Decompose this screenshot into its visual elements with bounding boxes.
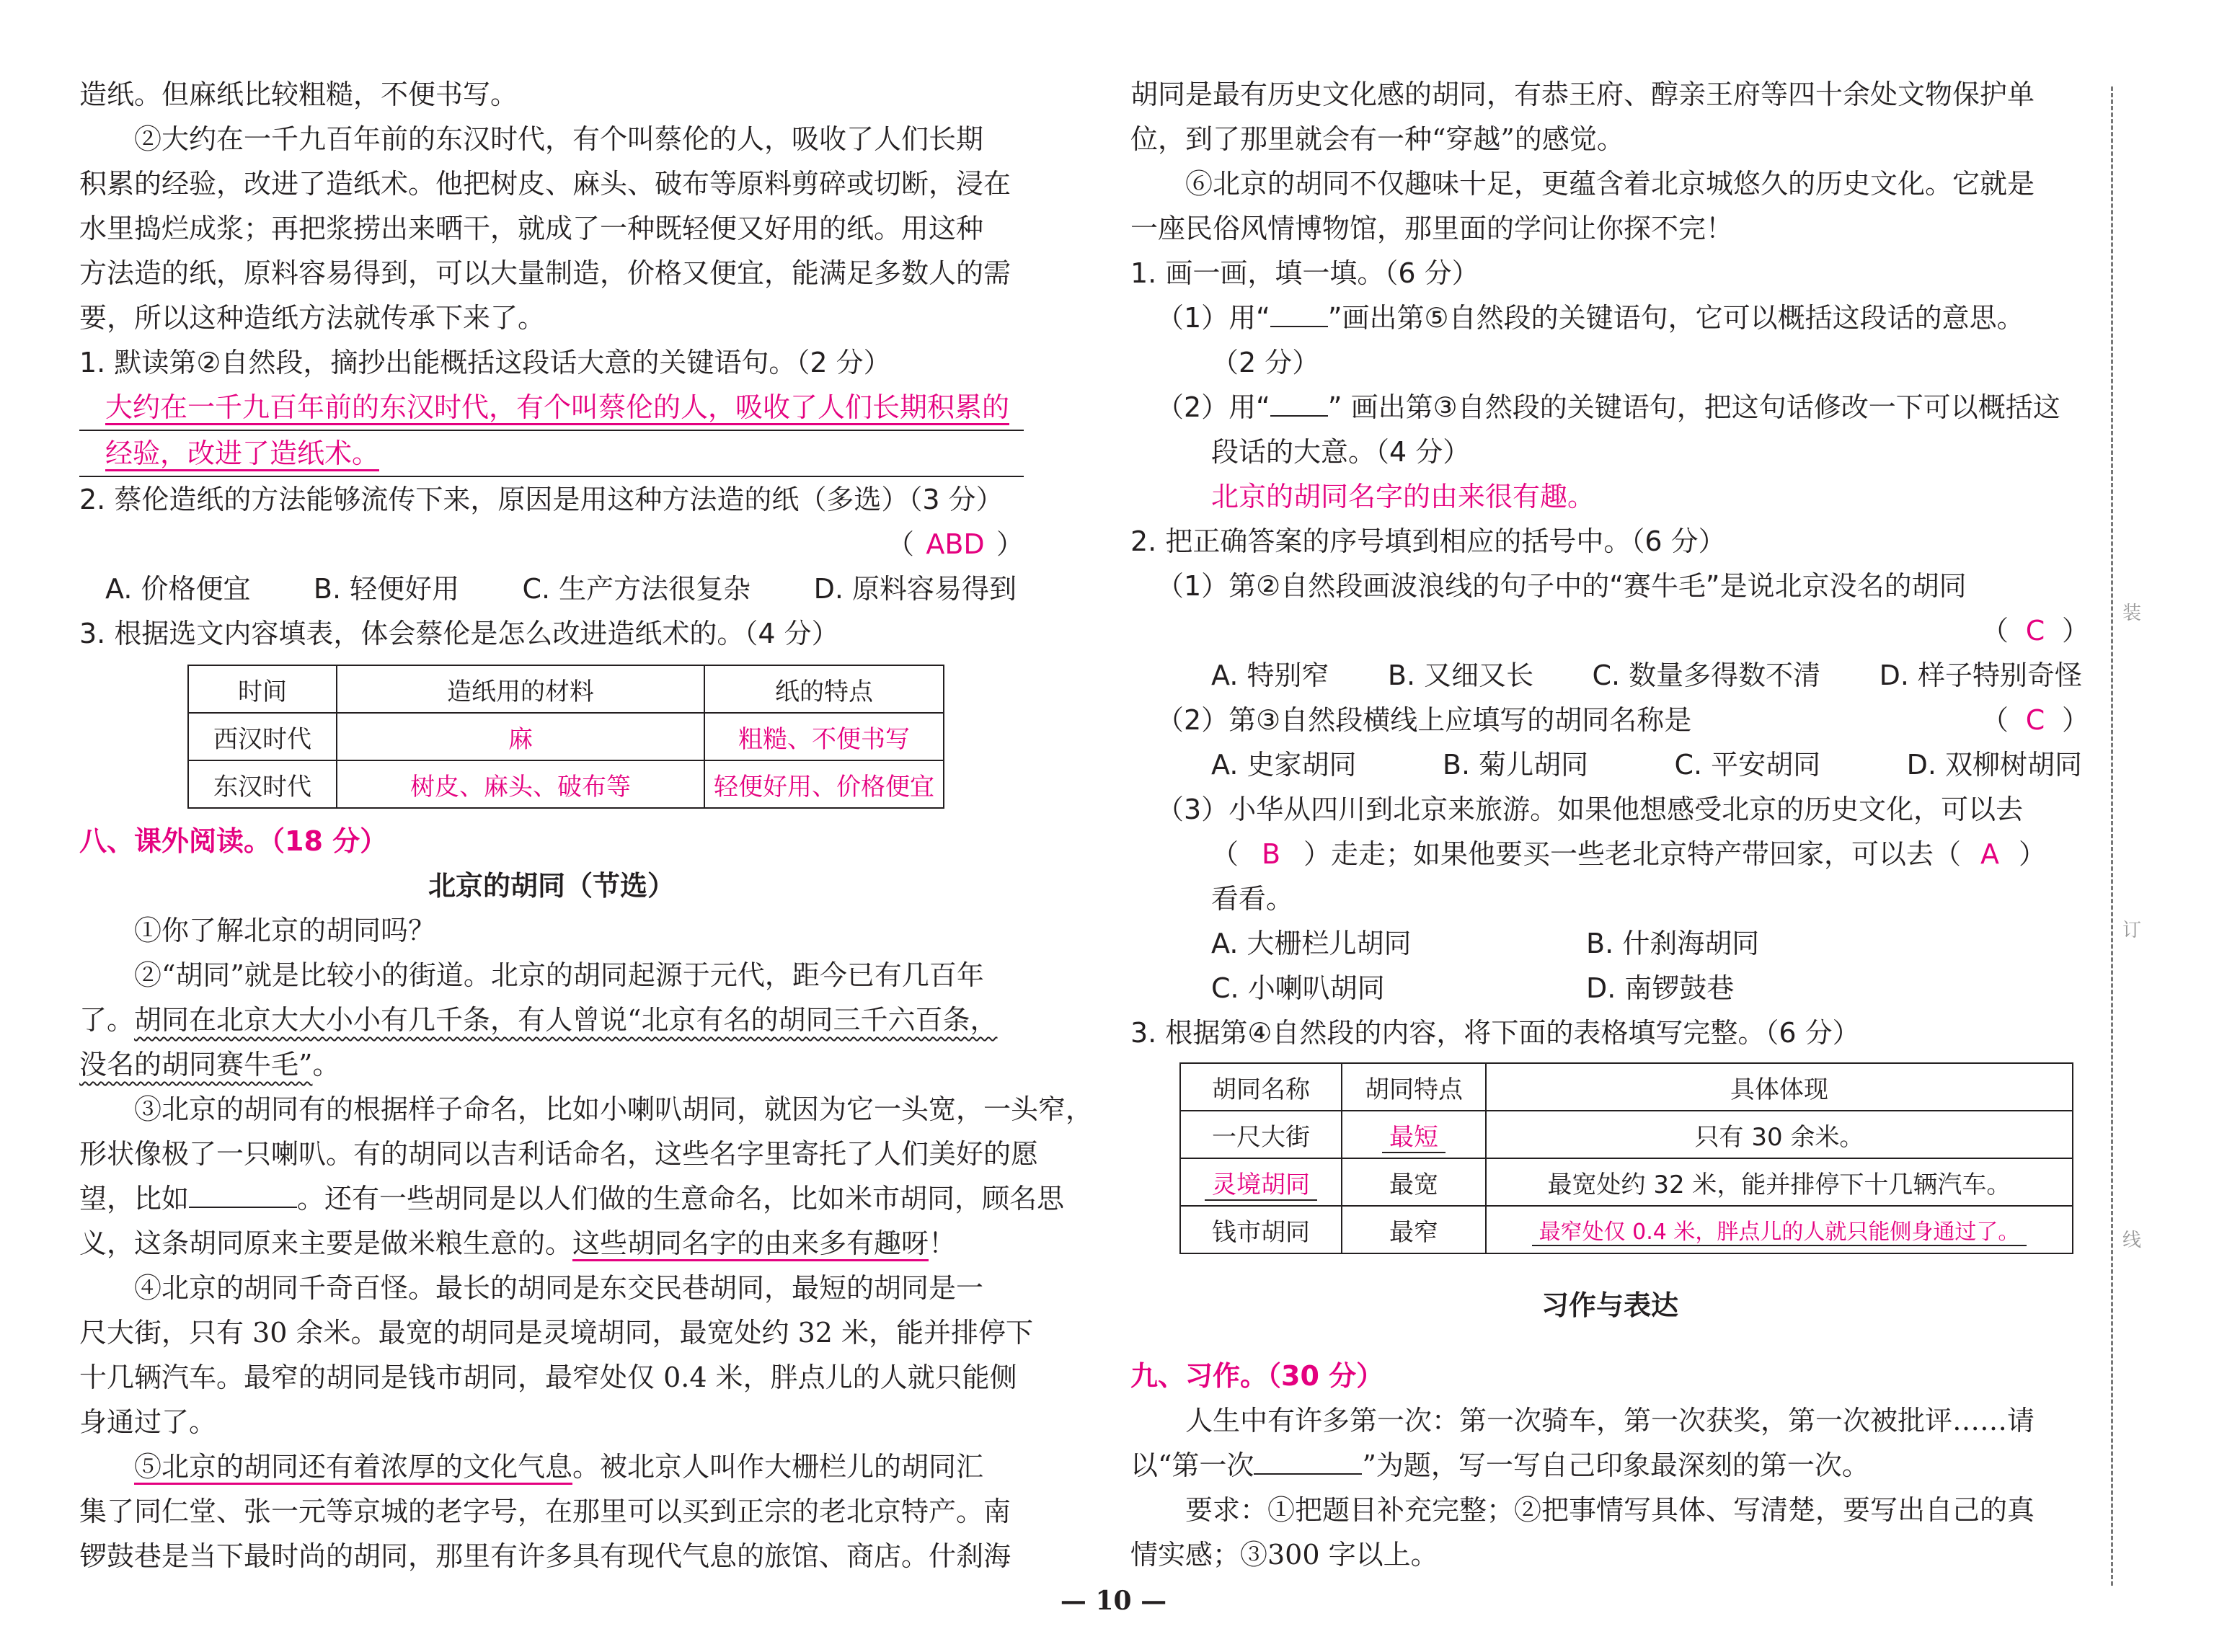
article-paragraph-6: ⑥北京的胡同不仅趣味十足，更蕴含着北京城悠久的历史文化。它就是 (1185, 168, 2035, 200)
article-paragraph-6-line: 一座民俗风情博物馆，那里面的学问让你探不完！ (1130, 213, 1734, 244)
option-c: C. 数量多得数不清 (1592, 660, 1821, 691)
article-paragraph-3: ③北京的胡同有的根据样子命名，比如小喇叭胡同，就因为它一头宽，一头窄， (134, 1093, 1094, 1125)
paren-close: ） (2061, 615, 2089, 647)
article-paragraph-2: ②“胡同”就是比较小的街道。北京的胡同起源于元代，距今已有几百年 (134, 959, 984, 991)
table-header: 造纸用的材料 (337, 665, 704, 713)
answer-line (79, 431, 1024, 477)
paragraph-2-line: 方法造的纸，原料容易得到，可以大量制造，价格又便宜，能满足多数人的需 (79, 257, 1011, 289)
option-b: B. 轻便好用 (313, 573, 460, 605)
wavy-underlined-text: 没名的胡同赛牛毛” (79, 1049, 313, 1080)
text-span: 了。 (79, 1004, 135, 1036)
answer-value: ABD (926, 528, 985, 560)
table-cell: 最宽处约 32 米，能并排停下十几辆汽车。 (1486, 1158, 2073, 1206)
fill-blank (189, 1182, 297, 1208)
fill-blank (1254, 1449, 1362, 1475)
article-paragraph-1: ①你了解北京的胡同吗？ (134, 915, 436, 946)
answer-value: B (1261, 838, 1281, 870)
option-a: A. 大栅栏儿胡同 (1211, 928, 1412, 959)
table-cell: 最窄 (1342, 1206, 1486, 1253)
article-paragraph-4-line: 尺大街，只有 30 余米。最宽的胡同是灵境胡同，最宽处约 32 米，能并排停下 (79, 1317, 1034, 1349)
pink-underlined-text: ⑤北京的胡同还有着浓厚的文化气息 (134, 1451, 572, 1485)
table-cell-answer: 树皮、麻头、破布等 (337, 760, 704, 808)
table-header: 具体体现 (1486, 1063, 2073, 1111)
paragraph-2-line: 水里捣烂成浆；再把浆捞出来晒干，就成了一种既轻便又好用的纸。用这种 (79, 213, 984, 244)
option-c: C. 平安胡同 (1674, 749, 1821, 781)
answer-parenthesis (79, 522, 1024, 567)
writing-requirements: 要求：①把题目补充完整；②把事情写具体、写清楚，要写出自己的真 (1185, 1494, 2035, 1526)
article-paragraph-3-line (79, 1176, 1065, 1221)
question-2-1: （1）第②自然段画波浪线的句子中的“赛牛毛”是说北京没名的胡同 (1156, 570, 1967, 602)
pink-underlined-text: 这些胡同名字的由来多有趣呀 (572, 1227, 929, 1261)
options-row (1130, 742, 2089, 787)
options-row (1130, 653, 2089, 698)
table-cell: 最宽 (1342, 1158, 1486, 1206)
paren-open: （ (1981, 704, 2009, 736)
table-cell-answer: 轻便好用、价格便宜 (704, 760, 944, 808)
left-column (79, 72, 1094, 1578)
text-span: ！ (929, 1227, 957, 1259)
article-paragraph-5 (79, 1444, 1024, 1489)
question-1: 1. 画一画，填一填。（6 分） (1130, 257, 1479, 289)
paren-open: （ (1981, 615, 2009, 647)
article-paragraph-2-line (79, 998, 1024, 1042)
option-b: B. 又细又长 (1387, 660, 1534, 691)
paragraph-2-line: ②大约在一千九百年前的东汉时代，有个叫蔡伦的人，吸收了人们长期 (134, 123, 984, 155)
table-row (188, 760, 944, 808)
article-title: 北京的胡同（节选） (428, 870, 675, 902)
question-text: （2）第③自然段横线上应填写的胡同名称是 (1156, 704, 1692, 736)
page-number: — 10 — (1060, 1586, 1167, 1616)
question-2-3: （3）小华从四川到北京来旅游。如果他想感受北京的历史文化，可以去 (1156, 794, 2024, 825)
article-paragraph-2-line (79, 1042, 1024, 1087)
option-c: C. 生产方法很复杂 (522, 573, 751, 605)
question-1: 1. 默读第②自然段，摘抄出能概括这段话大意的关键语句。（2 分） (79, 347, 891, 378)
option-b: B. 菊儿胡同 (1442, 749, 1589, 781)
question-3: 3. 根据选文内容填表，体会蔡伦是怎么改进造纸术的。（4 分） (79, 618, 839, 649)
table-cell: 一尺大街 (1180, 1111, 1342, 1158)
text-span: 以“第一次 (1130, 1449, 1254, 1481)
table-row (188, 713, 944, 760)
table-row (1180, 1158, 2073, 1206)
answer-text: 最窄处仅 0.4 米，胖点儿的人就只能侧身通过了。 (1532, 1220, 2027, 1246)
answer-text: 灵境胡同 (1205, 1171, 1317, 1201)
answer-text: 北京的胡同名字的由来很有趣。 (1211, 481, 1595, 512)
question-continued: 段话的大意。（4 分） (1211, 436, 1471, 468)
question-text: ）走走；如果他要买一些老北京特产带回家，可以去（ (1303, 838, 1962, 870)
question-2: 2. 蔡伦造纸的方法能够流传下来，原因是用这种方法造的纸（多选）（3 分） (79, 484, 1004, 515)
option-d: D. 南锣鼓巷 (1586, 972, 1735, 1004)
article-paragraph-3-line: 形状像极了一只喇叭。有的胡同以吉利话命名，这些名字里寄托了人们美好的愿 (79, 1138, 1039, 1170)
paragraph-2-line: 要，所以这种造纸方法就传承下来了。 (79, 302, 546, 334)
table-header: 纸的特点 (704, 665, 944, 713)
question-1-2 (1130, 385, 2089, 430)
question-3: 3. 根据第④自然段的内容，将下面的表格填写完整。（6 分） (1130, 1017, 1860, 1049)
text-span: 。还有一些胡同是以人们做的生意命名，比如米市胡同，顾名思 (297, 1183, 1065, 1214)
fill-blank (1270, 301, 1328, 327)
right-column (1130, 72, 2089, 1577)
binding-label: 线 (2122, 1230, 2142, 1251)
paren-close: ） (2019, 838, 2047, 870)
paren-open: （ (887, 528, 915, 560)
table-cell: 钱市胡同 (1180, 1206, 1342, 1253)
subsection-title: 习作与表达 (1541, 1289, 1678, 1321)
article-paragraph-4-line: 身通过了。 (79, 1406, 217, 1438)
paragraph-2-line: 积累的经验，改进了造纸术。他把树皮、麻头、破布等原料剪碎或切断，浸在 (79, 168, 1011, 200)
article-continued-line: 胡同是最有历史文化感的胡同，有恭王府、醇亲王府等四十余处文物保护单 (1130, 79, 2035, 110)
answer-text: 大约在一千九百年前的东汉时代，有个叫蔡伦的人，吸收了人们长期积累的 (105, 391, 1009, 425)
table-row (1180, 1111, 2073, 1158)
table-cell-answer: 麻 (337, 713, 704, 760)
question-2-3-line (1130, 832, 2089, 876)
table-cell-answer (1342, 1111, 1486, 1158)
text-span: ”为题，写一写自己印象最深刻的第一次。 (1362, 1449, 1869, 1481)
writing-prompt-line (1130, 1443, 2089, 1488)
table-row (1180, 1206, 2073, 1253)
article-continued-line: 位，到了那里就会有一种“穿越”的感觉。 (1130, 123, 1624, 155)
answer-value: C (2025, 704, 2045, 736)
option-d: D. 原料容易得到 (813, 573, 1017, 605)
option-d: D. 样子特别奇怪 (1879, 660, 2082, 691)
paren-open: （ (1211, 838, 1239, 870)
binding-label: 订 (2122, 920, 2142, 941)
table-cell-answer (1180, 1158, 1342, 1206)
option-a: A. 史家胡同 (1211, 749, 1357, 781)
writing-prompt: 人生中有许多第一次：第一次骑车，第一次获奖，第一次被批评……请 (1185, 1405, 2035, 1436)
paper-table (187, 665, 944, 809)
answer-value: A (1980, 838, 2000, 870)
text-span: （2）用“ (1156, 391, 1270, 423)
option-d: D. 双柳树胡同 (1906, 749, 2082, 781)
table-header: 胡同特点 (1342, 1063, 1486, 1111)
options-row (79, 567, 1024, 611)
paren-close: ） (996, 528, 1024, 560)
question-2: 2. 把正确答案的序号填到相应的括号中。（6 分） (1130, 525, 1726, 557)
question-text: 看看。 (1211, 883, 1294, 915)
table-cell: 西汉时代 (188, 713, 337, 760)
section-heading-9: 九、习作。（30 分） (1130, 1360, 1384, 1392)
paren-close: ） (2061, 704, 2089, 736)
text-span: ”画出第⑤自然段的关键语句，它可以概括这段话的意思。 (1327, 302, 2024, 334)
article-paragraph-4: ④北京的胡同千奇百怪。最长的胡同是东交民巷胡同，最短的胡同是一 (134, 1272, 984, 1304)
text-span: 望，比如 (79, 1183, 190, 1214)
table-cell: 只有 30 余米。 (1486, 1111, 2073, 1158)
answer-parenthesis (1981, 698, 2089, 742)
paragraph-text: 造纸。但麻纸比较粗糙，不便书写。 (79, 79, 518, 110)
text-span: （1）用“ (1156, 302, 1270, 334)
option-c: C. 小喇叭胡同 (1211, 972, 1385, 1004)
table-header: 胡同名称 (1180, 1063, 1342, 1111)
answer-text: 最短 (1382, 1123, 1445, 1153)
table-header: 时间 (188, 665, 337, 713)
writing-requirements-line: 情实感；③300 字以上。 (1130, 1539, 1438, 1571)
section-heading-8: 八、课外阅读。（18 分） (79, 825, 388, 857)
answer-parenthesis (1130, 608, 2089, 653)
question-2-2 (1130, 698, 2089, 742)
table-cell-answer: 粗糙、不便书写 (704, 713, 944, 760)
binding-label: 装 (2122, 603, 2142, 624)
question-score: （2 分） (1211, 347, 1320, 378)
table-cell-answer (1486, 1206, 2073, 1253)
option-b: B. 什刹海胡同 (1586, 928, 1760, 959)
text-span: ” 画出第③自然段的关键语句，把这句话修改一下可以概括这 (1327, 391, 2060, 423)
article-paragraph-4-line: 十几辆汽车。最窄的胡同是钱市胡同，最窄处仅 0.4 米，胖点儿的人就只能侧 (79, 1362, 1017, 1393)
answer-text: 经验，改进了造纸术。 (105, 438, 379, 471)
text-span: 。被北京人叫作大栅栏儿的胡同汇 (572, 1451, 984, 1483)
fill-blank (1270, 391, 1328, 417)
wavy-underlined-text: 胡同在北京大大小小有几千条，有人曾说“北京有名的胡同三千六百条， (134, 1004, 998, 1036)
option-a: A. 价格便宜 (105, 573, 251, 605)
question-1-1 (1130, 296, 2089, 340)
binding-dashed-line (2111, 86, 2113, 1586)
article-paragraph-5-line: 锣鼓巷是当下最时尚的胡同，那里有许多具有现代气息的旅馆、商店。什刹海 (79, 1540, 1011, 1572)
article-paragraph-5-line: 集了同仁堂、张一元等京城的老字号，在那里可以买到正宗的老北京特产。南 (79, 1496, 1011, 1527)
article-paragraph-3-line (79, 1221, 1024, 1266)
answer-line (79, 385, 1024, 431)
text-span: 义，这条胡同原来主要是做米粮生意的。 (79, 1227, 573, 1259)
table-cell: 东汉时代 (188, 760, 337, 808)
option-a: A. 特别窄 (1211, 660, 1329, 691)
hutong-table (1179, 1062, 2073, 1254)
answer-value: C (2025, 615, 2045, 647)
options-grid (1130, 921, 2089, 1011)
text-span: 。 (312, 1049, 340, 1080)
